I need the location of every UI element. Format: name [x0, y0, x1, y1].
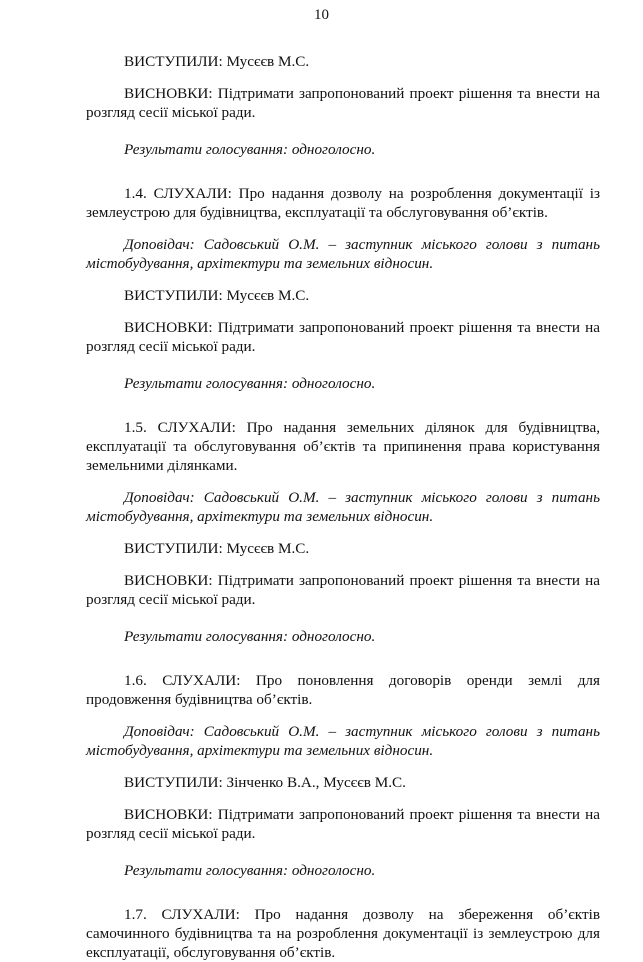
page-number: 10: [314, 7, 329, 23]
reporter: Доповідач: Садовський О.М. – заступник міського голови з питань містобудування, архітектури та земельних відносин.: [86, 489, 600, 525]
speakers: ВИСТУПИЛИ: Мусєєв М.С.: [124, 287, 310, 304]
minutes-body: [86, 52, 600, 962]
conclusions: ВИСНОВКИ: Підтримати запропонований проект рішення та внести на розгляд сесії міської ради.: [86, 806, 600, 842]
speakers: ВИСТУПИЛИ: Зінченко В.А., Мусєєв М.С.: [124, 774, 406, 791]
vote-result: Результати голосування: одноголосно.: [124, 862, 376, 879]
reporter: Доповідач: Садовський О.М. – заступник міського голови з питань містобудування, архітектури та земельних відносин.: [86, 723, 600, 759]
conclusions: ВИСНОВКИ: Підтримати запропонований проект рішення та внести на розгляд сесії міської ради.: [86, 85, 600, 121]
vote-result: Результати голосування: одноголосно.: [124, 141, 376, 158]
agenda-item-1-7: 1.7. СЛУХАЛИ: Про надання дозволу на збереження об’єктів самочинного будівництва та на розроблення документації із землеустрою для експлуатації, обслуговування об’єктів.: [86, 906, 600, 961]
agenda-item-1-6: 1.6. СЛУХАЛИ: Про поновлення договорів оренди землі для продовження будівництва об’єктів.: [86, 672, 600, 708]
vote-result: Результати голосування: одноголосно.: [124, 375, 376, 392]
conclusions: ВИСНОВКИ: Підтримати запропонований проект рішення та внести на розгляд сесії міської ради.: [86, 572, 600, 608]
conclusions: ВИСНОВКИ: Підтримати запропонований проект рішення та внести на розгляд сесії міської ради.: [86, 319, 600, 355]
agenda-item-1-5: 1.5. СЛУХАЛИ: Про надання земельних ділянок для будівництва, експлуатації та обслуговування об’єктів та припинення права користування земельними ділянками.: [86, 419, 600, 474]
speakers: ВИСТУПИЛИ: Мусєєв М.С.: [124, 53, 310, 70]
speakers: ВИСТУПИЛИ: Мусєєв М.С.: [124, 540, 310, 557]
agenda-item-1-4: 1.4. СЛУХАЛИ: Про надання дозволу на розроблення документації із землеустрою для будівництва, експлуатації та обслуговування об’єктів.: [86, 185, 600, 221]
reporter: Доповідач: Садовський О.М. – заступник міського голови з питань містобудування, архітектури та земельних відносин.: [86, 236, 600, 272]
vote-result: Результати голосування: одноголосно.: [124, 628, 376, 645]
